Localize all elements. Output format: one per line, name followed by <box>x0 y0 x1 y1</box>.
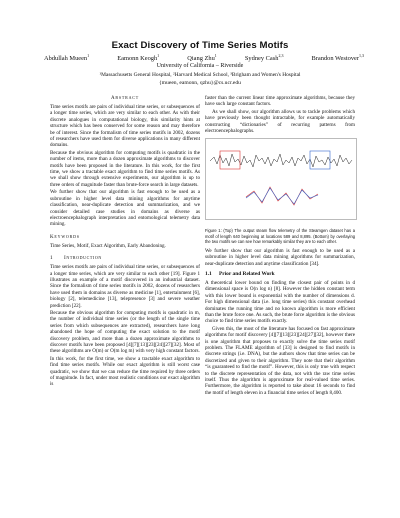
abstract-paragraph-3: We further show that our algorithm is fast enough to be used as a subroutine in higher level data mining algorithms for anytime classification, near-duplicate detection and summarization, and we consider detailed case studies in domains as diverse as electroencephalograph interpretation and entomological telemetry data mining. <box>50 189 200 228</box>
intro-paragraph-4: As we shall show, our algorithm allows us to tackle problems which have previously been thought intractable, for example automatically constructing “dictionaries” of recurring patterns from electroencephalographs. <box>205 108 355 135</box>
author-name: Qiang Zhu <box>187 55 215 63</box>
author-name: Abdullah Mueen <box>44 55 88 63</box>
keywords-text: Time Series, Motif, Exact Algorithm, Early Abandoning. <box>50 242 166 249</box>
intro-paragraph-1: Time series motifs are pairs of individual time series, or subsequences of a longer time series, which are very similar to each other [19]. Figure 1 illustrates an example of a motif discovered in an industrial dataset. Since the formalism of time series motifs in 2002, dozens of researchers have used them in domains as diverse as medicine [1], entertainment [6], biology [2], telemedicine [13], telepresence [3] and severe weather prediction [22]. <box>50 264 200 309</box>
motif-overlay-1 <box>246 187 318 205</box>
related-paragraph-1: A theoretical lower bound on finding the closest pair of points in d dimensional space is O(n log n) [8]. However the hidden constant term with this lower bound is exponential with the number of dimensions d. For high dimensional data (i.e. long time series) this constant overhead dominates the running time and no known algorithm is more efficient than the brute force one. As such, the brute force algorithm is the obvious choice to find time series motifs exactly. <box>205 279 355 325</box>
abstract-paragraph-2: Because the obvious algorithm for computing motifs is quadratic in the number of items, more than a dozen approximate algorithms to discover motifs have been proposed in the literature. In this work, for the first time, we show a tractable exact algorithm to find time series motifs. As we shall show through extensive experiments, our algorithm is up to three orders of magnitude faster than brute-force search in large datasets. <box>50 149 200 188</box>
affiliation-main: University of California – Riverside <box>156 63 244 69</box>
section-title: Introduction <box>64 255 102 262</box>
subsection-title: Prior and Related Work <box>219 270 275 277</box>
author-emails: {mueen, eamonn, qzhu}@cs.ucr.edu <box>159 80 241 86</box>
author-sup: 1 <box>214 53 217 58</box>
intro-continued-paragraph: faster than the current linear time approximate algorithms, because they have such large constant factors. <box>205 95 355 108</box>
telemetry-trace <box>210 154 352 167</box>
author-name: Brandon Westover <box>311 55 359 63</box>
right-column <box>205 95 355 397</box>
author-sup: 2,3 <box>278 53 284 58</box>
author-2 <box>117 53 159 62</box>
motif-figure <box>205 138 357 220</box>
abstract-paragraph-1: Time series motifs are pairs of individual time series, or subsequences of a longer time series, which are very similar to each other. As with their discrete analogues in computational biology, this similarity hints at structure which has been conserved for some reason and may therefore be of interest. Since the formalism of time series motifs in 2002, dozens of researchers have used them for diverse applications in many different domains. <box>50 104 200 149</box>
author-sup: 1,3 <box>359 53 364 58</box>
author-3 <box>187 53 217 62</box>
subsection-number: 1.1 <box>205 270 212 277</box>
author-name: Sydney Cash <box>244 55 279 63</box>
motif-overlay-2 <box>246 188 318 204</box>
abstract-heading: Abstract <box>110 96 139 101</box>
related-paragraph-2: Given this, the most of the literature has focused on fast approximate algorithms for motif discovery [4][7][13][23][24][27][32], however there is one algorithm that proposes to exactly solve the time series motif problem. The FLAME algorithm of [33] is designed to find motifs in discrete strings (i.e. DNA), but the authors show that time series can be discretized and given to their algorithm. They note that their algorithm “is guaranteed to find the motif”. However, this is only true with respect to the discrete representation of the data, not with the raw time series itself. Thus the algorithm is approximate for real-valued time series. Furthermore, the algorithm is reported to take about 16 seconds to find the motif of length eleven in a financial time series of length 8,400. <box>205 325 355 396</box>
intro-paragraph-3: In this work, for the first time, we show a tractable exact algorithm to find time series motifs. While our exact algorithm is still worst case quadratic, we show that we can reduce the time required by three orders of magnitude. In fact, under most realistic conditions our exact algorithm is <box>50 355 200 388</box>
section-heading <box>50 255 200 261</box>
author-5 <box>312 53 364 62</box>
author-sup: 1 <box>87 53 90 58</box>
paper-title: Exact Discovery of Time Series Motifs <box>111 40 289 51</box>
intro-paragraph-5: We further show that our algorithm is fast enough to be used as a subroutine in higher level data mining algorithms for summarization, near-duplicate detection and anytime classification [34]. <box>205 247 355 267</box>
author-1 <box>44 53 89 62</box>
keywords-heading: Keywords <box>50 234 80 240</box>
subsection-heading <box>205 271 355 277</box>
author-sup: 1 <box>157 53 160 58</box>
affiliation-detail: ¹Massachusetts General Hospital, ²Harvard Medical School, ³Brigham and Women's Hospital <box>99 72 301 78</box>
section-number: 1 <box>50 255 54 262</box>
author-name: Eamonn Keogh <box>117 55 158 63</box>
left-column <box>50 95 200 389</box>
author-list <box>44 53 364 62</box>
intro-paragraph-2: Because the obvious algorithm for computing motifs is quadratic in m, the number of individual time series (or the length of the single time series from which subsequences are extracted), researchers have long abandoned the hope of computing the exact solution to the motif discovery problem, and more than a dozen approximate algorithms to discover motifs have been proposed [4][7][13][23][24][27][32]. Most of these algorithms are O(m) or O(m log m) with very high constant factors. <box>50 309 200 355</box>
author-4 <box>245 53 284 62</box>
figure-caption: Figure 1: (Top) The output steam flow telemetry of the Steamgen dataset has a motif of length 640 beginning at locations 589 and 8,895. (Bottom) by overlaying the two motifs we can see how remarkably similar they are to each other. <box>205 228 355 244</box>
